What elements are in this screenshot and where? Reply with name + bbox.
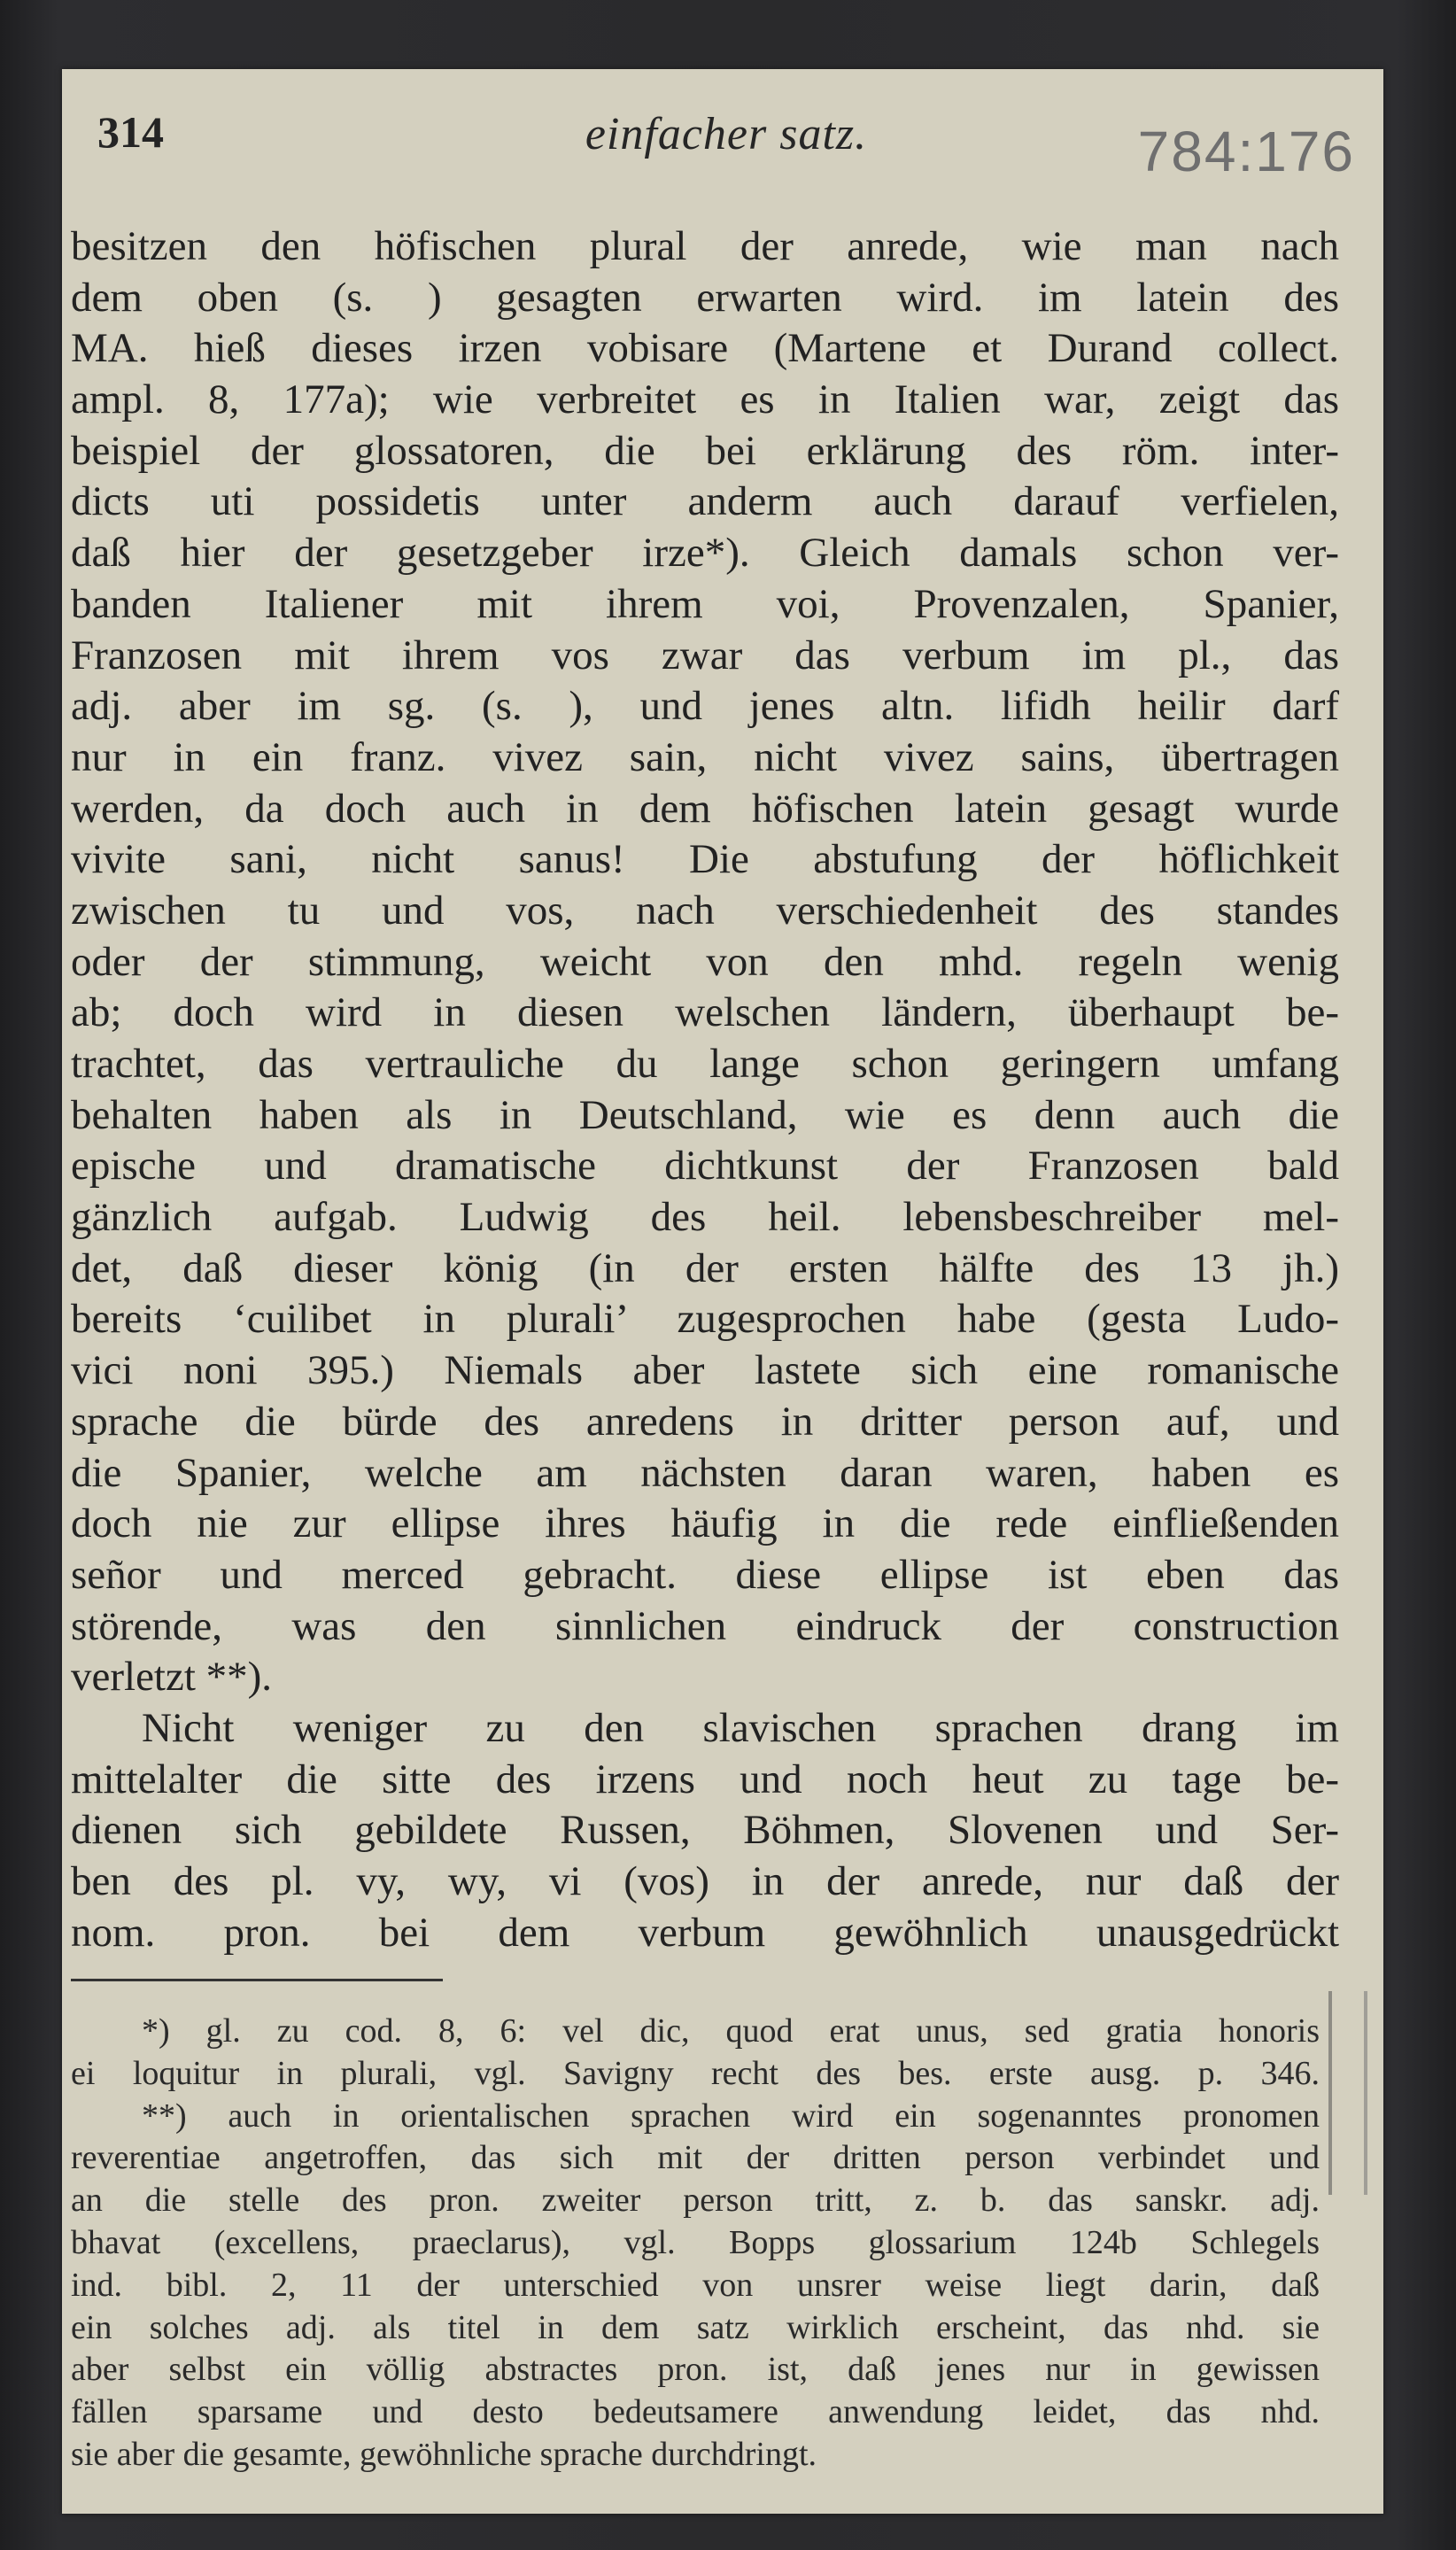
text-line: Franzosen mit ihrem vos zwar das verbum im pl., das: [71, 632, 1339, 678]
main-text: [71, 221, 1339, 1958]
text-line: nur in ein franz. vivez sain, nicht vivez sains, übertragen: [71, 733, 1339, 780]
text-line: bereits ‘cuilibet in plurali’ zugesprochen habe (gesta Ludo-: [71, 1296, 1339, 1343]
text-line: dicts uti possidetis unter anderm auch darauf verfielen,: [71, 478, 1339, 525]
text-line: nom. pron. bei dem verbum gewöhnlich unausgedrückt: [71, 1909, 1339, 1956]
text-line: señor und merced gebracht. diese ellipse ist eben das: [71, 1551, 1339, 1598]
text-line: adj. aber im sg. (s. ), und jenes altn. lifidh heilir darf: [71, 683, 1339, 730]
text-line: störende, was den sinnlichen eindruck der construction: [71, 1602, 1339, 1649]
footnote-rule: [71, 1979, 443, 1981]
text-line: trachtet, das vertrauliche du lange schon geringern umfang: [71, 1041, 1339, 1087]
running-title: einfacher satz.: [585, 109, 868, 159]
text-line: ab; doch wird in diesen welschen ländern, überhaupt be-: [71, 989, 1339, 1036]
text-line: beispiel der glossatoren, die bei erklärung des röm. inter-: [71, 427, 1339, 474]
text-line: verletzt **).: [71, 1654, 273, 1701]
text-line: Nicht weniger zu den slavischen sprachen drang im: [142, 1704, 1339, 1751]
footnotes: [71, 2011, 1320, 2476]
text-line: MA. hieß dieses irzen vobisare (Martene et Durand collect.: [71, 325, 1339, 372]
page-number: 314: [97, 107, 164, 157]
footnote-line: *) gl. zu cod. 8, 6: vel dic, quod erat unus, sed gratia honoris: [142, 2012, 1320, 2050]
footnote-line: reverentiae angetroffen, das sich mit der dritten person verbindet und: [71, 2139, 1320, 2177]
text-line: zwischen tu und vos, nach verschiedenheit des standes: [71, 887, 1339, 934]
text-line: sprache die bürde des anredens in dritter person auf, und: [71, 1398, 1339, 1445]
margin-bracket-mark: [1328, 1991, 1367, 2195]
text-line: vivite sani, nicht sanus! Die abstufung der höflichkeit: [71, 836, 1339, 883]
text-line: doch nie zur ellipse ihres häufig in die rede einfließenden: [71, 1500, 1339, 1547]
text-line: oder der stimmung, weicht von den mhd. regeln wenig: [71, 938, 1339, 985]
footnote-line: ei loquitur in plurali, vgl. Savigny recht des bes. erste ausg. p. 346.: [71, 2054, 1320, 2092]
text-line: banden Italiener mit ihrem voi, Provenzalen, Spanier,: [71, 580, 1339, 627]
footnote-line: ein solches adj. als titel in dem satz wirklich erscheint, das nhd. sie: [71, 2308, 1320, 2346]
text-line: ben des pl. vy, wy, vi (vos) in der anrede, nur daß der: [71, 1858, 1339, 1904]
text-line: besitzen den höfischen plural der anrede, wie man nach: [71, 223, 1339, 269]
footnote-line: an die stelle des pron. zweiter person tritt, z. b. das sanskr. adj.: [71, 2182, 1320, 2220]
text-line: dienen sich gebildete Russen, Böhmen, Slovenen und Ser-: [71, 1807, 1339, 1854]
pencil-annotation: 784:176: [1137, 120, 1355, 183]
text-line: behalten haben als in Deutschland, wie es denn auch die: [71, 1091, 1339, 1138]
footnote-line: fällen sparsame und desto bedeutsamere anwendung leidet, das nhd.: [71, 2393, 1320, 2431]
footnote-line: bhavat (excellens, praeclarus), vgl. Bopps glossarium 124b Schlegels: [71, 2223, 1320, 2261]
text-line: epische und dramatische dichtkunst der Franzosen bald: [71, 1143, 1339, 1190]
text-line: werden, da doch auch in dem höfischen latein gesagt wurde: [71, 785, 1339, 832]
footnote-line: sie aber die gesamte, gewöhnliche sprache durchdringt.: [71, 2435, 817, 2473]
text-line: gänzlich aufgab. Ludwig des heil. lebensbeschreiber mel-: [71, 1194, 1339, 1241]
footnote-line: ind. bibl. 2, 11 der unterschied von unsrer weise liegt darin, daß: [71, 2266, 1320, 2304]
text-line: daß hier der gesetzgeber irze*). Gleich damals schon ver-: [71, 530, 1339, 577]
text-line: die Spanier, welche am nächsten daran waren, haben es: [71, 1449, 1339, 1496]
footnote-line: **) auch in orientalischen sprachen wird ein sogenanntes pronomen: [142, 2097, 1320, 2135]
text-line: ampl. 8, 177a); wie verbreitet es in Italien war, zeigt das: [71, 376, 1339, 423]
page-header: [97, 106, 1355, 186]
text-line: det, daß dieser könig (in der ersten hälfte des 13 jh.): [71, 1244, 1339, 1291]
text-line: dem oben (s. ) gesagten erwarten wird. im latein des: [71, 274, 1339, 321]
text-line: vici noni 395.) Niemals aber lastete sich eine romanische: [71, 1347, 1339, 1394]
text-line: mittelalter die sitte des irzens und noch heut zu tage be-: [71, 1756, 1339, 1802]
footnote-line: aber selbst ein völlig abstractes pron. ist, daß jenes nur in gewissen: [71, 2351, 1320, 2389]
